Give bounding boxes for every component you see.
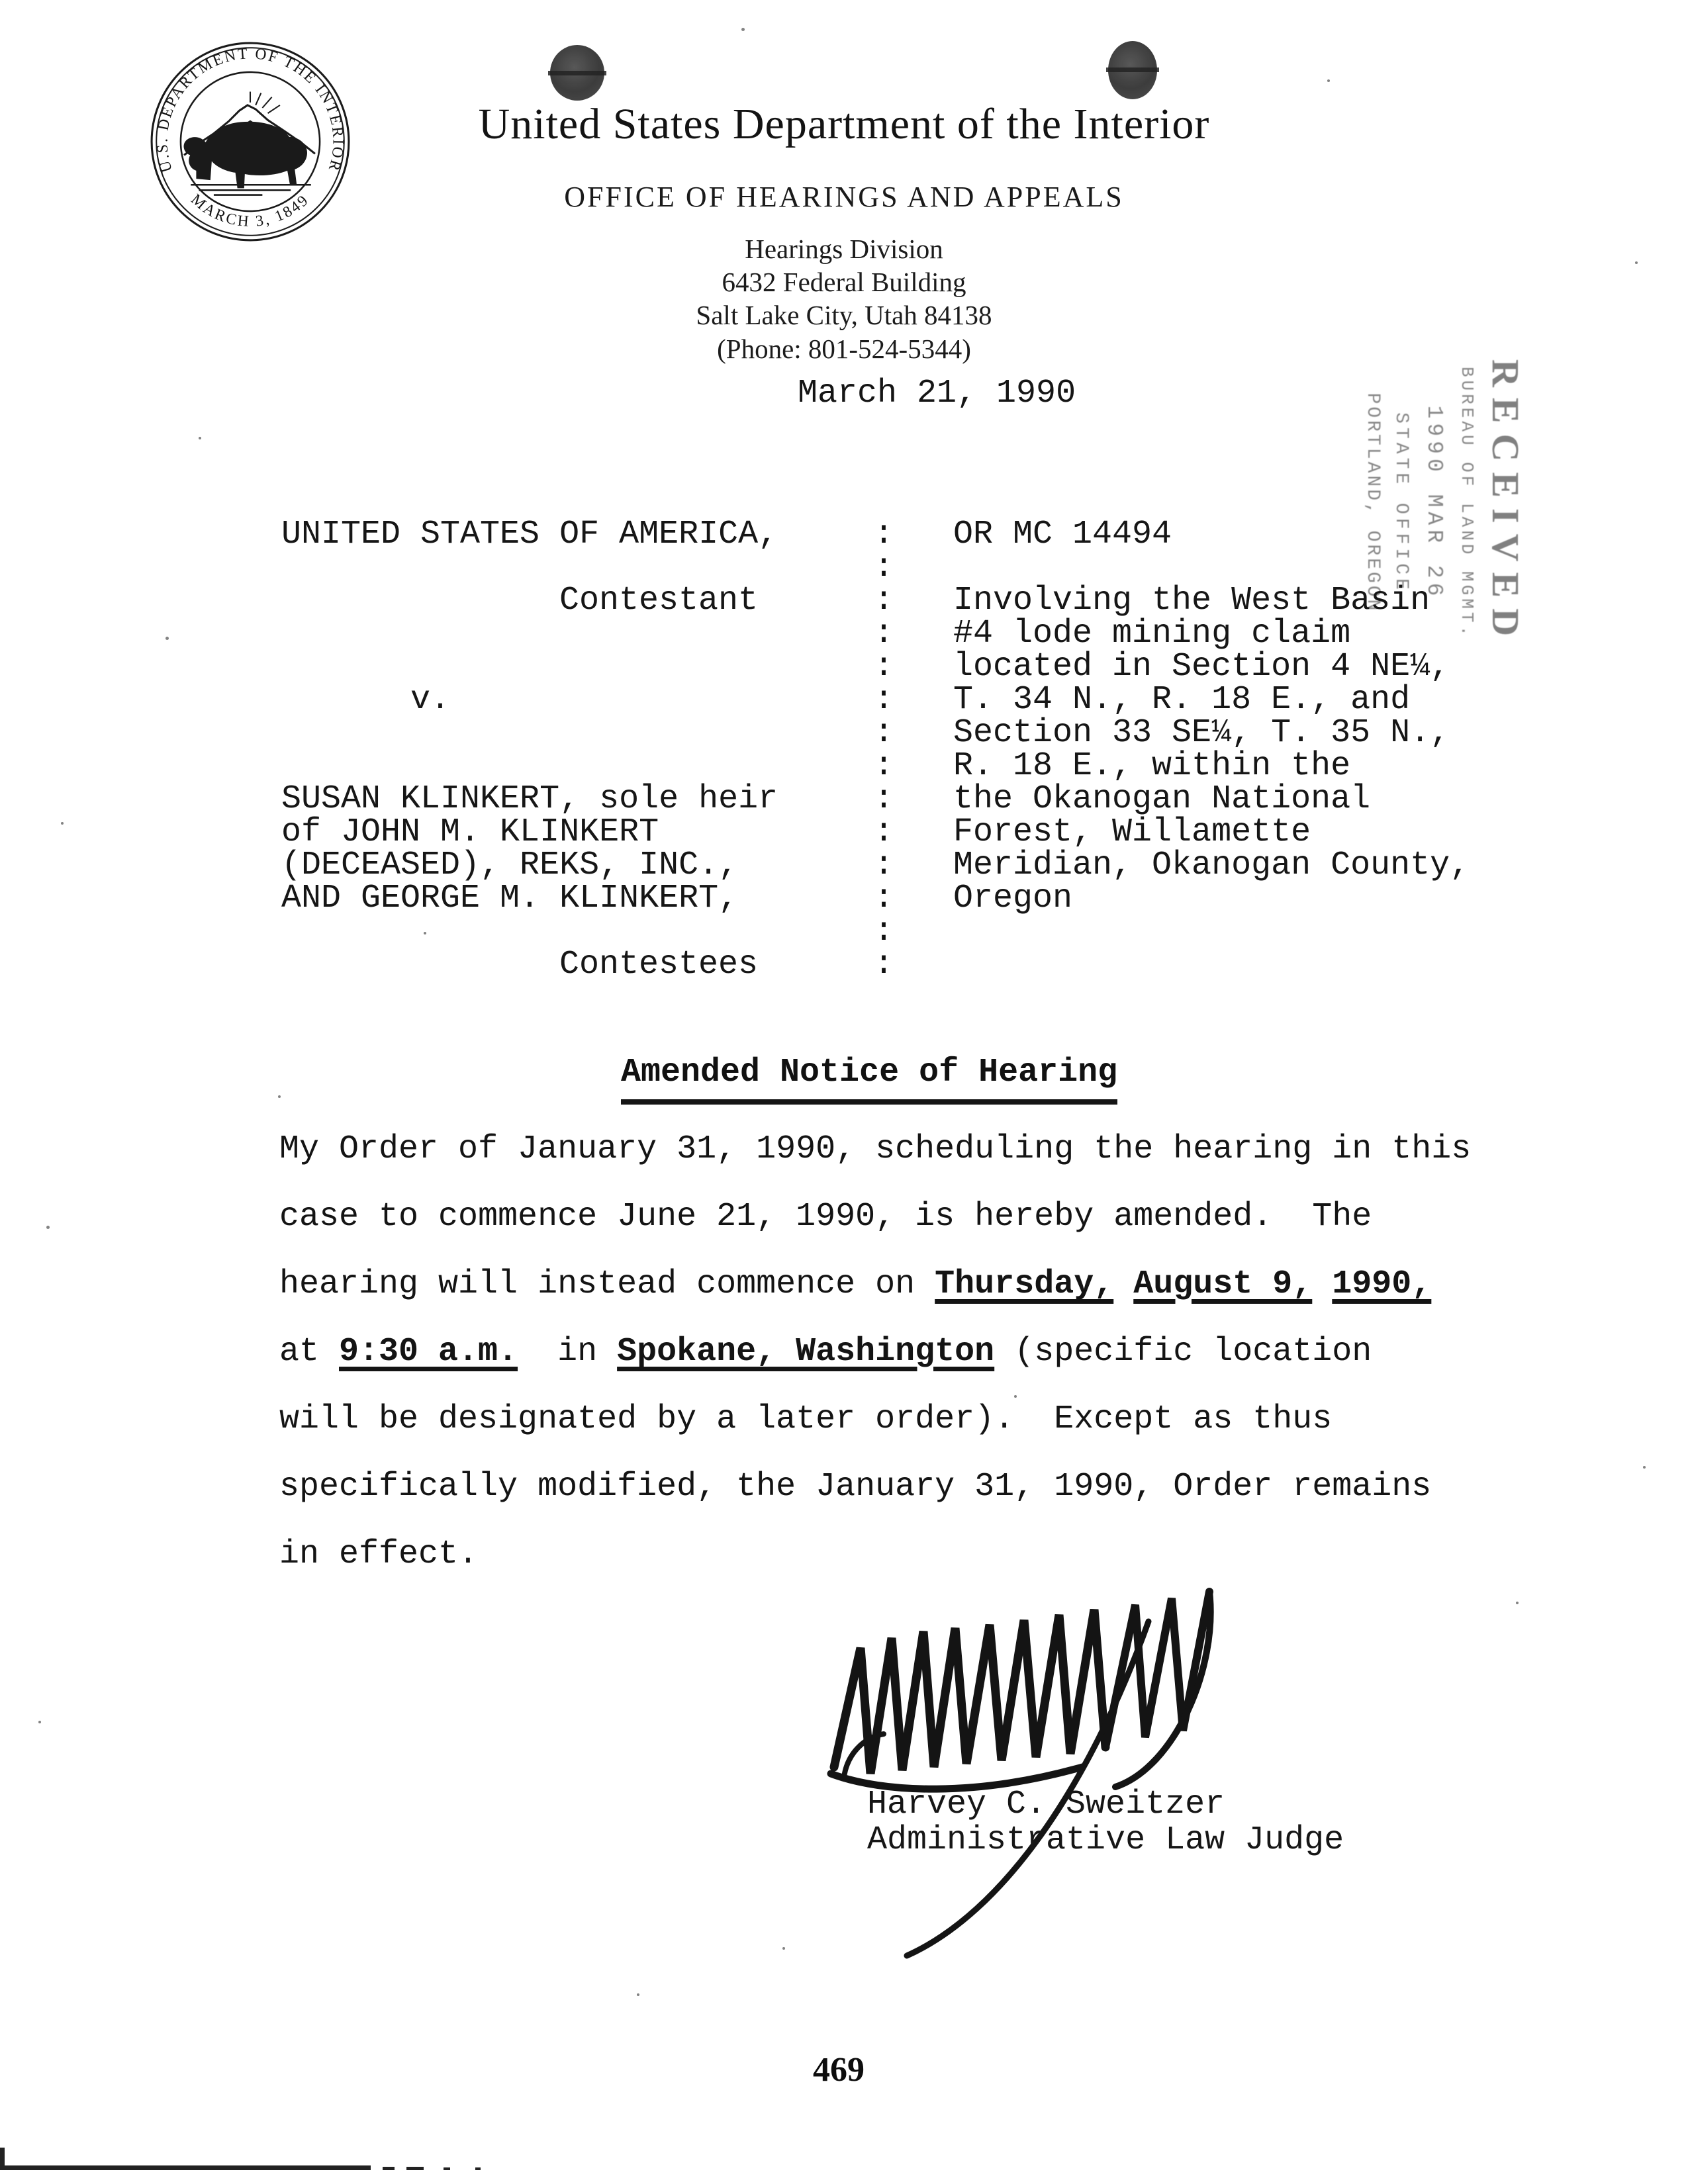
body-segment-emphasis: Spokane, Washington	[617, 1333, 995, 1371]
caption-row	[281, 948, 1470, 981]
caption-right-text: R. 18 E., within the	[953, 747, 1351, 785]
address-line: Salt Lake City, Utah 84138	[696, 300, 992, 330]
body-line	[279, 1130, 1471, 1198]
body-segment-emphasis: 9:30 a.m.	[339, 1333, 518, 1371]
address-line: 6432 Federal Building	[722, 267, 966, 297]
caption-right-text: Involving the West Basin	[953, 582, 1430, 619]
page-number: 469	[813, 2051, 865, 2089]
scan-speck	[1014, 1395, 1017, 1398]
stamp-line: STATE OFFICE	[1391, 412, 1411, 594]
scan-speck	[1516, 1602, 1519, 1604]
notice-title: Amended Notice of Hearing	[621, 1054, 1117, 1105]
caption-separator: :	[874, 615, 894, 653]
scan-artifact-line	[383, 2167, 395, 2170]
scan-speck	[424, 932, 426, 934]
stamp-line: PORTLAND, OREGON	[1362, 392, 1383, 614]
caption-left-text: SUSAN KLINKERT, sole heir	[281, 780, 778, 818]
caption-right-text: the Okanogan National	[953, 780, 1371, 818]
caption-right-text: Oregon	[953, 880, 1073, 917]
caption-separator: :	[874, 780, 894, 818]
scan-speck	[61, 822, 64, 825]
caption-separator: :	[874, 549, 894, 586]
scan-speck	[1327, 79, 1330, 82]
caption-left-text	[281, 617, 874, 651]
caption-left-text	[281, 551, 874, 584]
body-segment: in effect.	[279, 1535, 479, 1573]
caption-row	[281, 882, 1470, 915]
caption-right-text: T. 34 N., R. 18 E., and	[953, 681, 1411, 719]
stamp-line: 1990 MAR 26	[1422, 405, 1446, 601]
caption-right-text: Meridian, Okanogan County,	[953, 846, 1470, 884]
caption-row	[281, 747, 1470, 785]
scan-speck	[165, 637, 169, 640]
scan-speck	[46, 1226, 50, 1229]
scan-speck	[1643, 1466, 1646, 1469]
scan-artifact-line	[475, 2167, 481, 2170]
body-segment	[1113, 1265, 1133, 1303]
caption-separator: :	[874, 681, 894, 719]
scan-speck	[38, 1721, 41, 1723]
caption-row	[281, 648, 1470, 686]
body-segment	[1312, 1265, 1332, 1303]
address-line: Hearings Division	[745, 234, 943, 264]
caption-left-text: UNITED STATES OF AMERICA,	[281, 516, 778, 553]
caption-row	[281, 518, 1470, 551]
caption-row	[281, 915, 1470, 948]
caption-row	[281, 617, 1470, 651]
scan-speck	[278, 1095, 281, 1098]
caption-left-text	[281, 717, 874, 750]
body-line	[279, 1333, 1471, 1400]
caption-left-text	[281, 651, 874, 684]
body-segment: specifically modified, the January 31, 1990, Order remains	[279, 1468, 1432, 1506]
body-segment: My Order of January 31, 1990, scheduling the hearing in this	[279, 1130, 1472, 1168]
caption-left-text: AND GEORGE M. KLINKERT,	[281, 880, 739, 917]
caption-left-text: Contestees	[559, 946, 759, 983]
scan-speck	[782, 1947, 785, 1950]
caption-right-text	[953, 551, 1470, 584]
caption-right-text: #4 lode mining claim	[953, 615, 1351, 653]
caption-separator: :	[874, 582, 894, 619]
caption-separator: :	[874, 648, 894, 686]
scan-speck	[199, 437, 201, 439]
caption-right-text: OR MC 14494	[953, 516, 1172, 553]
body-segment-emphasis: August 9,	[1133, 1265, 1313, 1303]
caption-separator: :	[874, 880, 894, 917]
seal-ring-top-text: U.S. DEPARTMENT OF THE INTERIOR	[154, 45, 347, 175]
body-segment-emphasis: Thursday,	[935, 1265, 1114, 1303]
scan-artifact-line	[0, 2165, 371, 2170]
caption-left-text: (DECEASED), REKS, INC.,	[281, 846, 739, 884]
address-line: (Phone: 801-524-5344)	[717, 334, 971, 364]
caption-left-text: of JOHN M. KLINKERT	[281, 813, 659, 851]
signature-scribble	[804, 1569, 1327, 1966]
agency-title: United States Department of the Interior	[478, 100, 1210, 148]
signatory-title: Administrative Law Judge	[867, 1821, 1344, 1859]
scan-artifact-line	[406, 2167, 424, 2170]
body-segment: hearing will instead commence on	[279, 1265, 935, 1303]
caption-left-text	[281, 915, 874, 948]
caption-separator: :	[874, 913, 894, 950]
notice-body	[279, 1130, 1471, 1603]
caption-right-text: Section 33 SE¼, T. 35 N.,	[953, 714, 1450, 752]
hole-punch-mark	[550, 45, 604, 101]
caption-separator: :	[874, 946, 894, 983]
caption-separator: :	[874, 516, 894, 553]
hole-punch-mark	[1108, 41, 1157, 99]
caption-right-text	[953, 915, 1470, 948]
body-segment: in	[518, 1333, 618, 1371]
caption-left-text	[281, 750, 874, 783]
signatory-name: Harvey C. Sweitzer	[867, 1786, 1225, 1823]
body-segment: at	[279, 1333, 340, 1371]
body-line	[279, 1198, 1471, 1265]
scan-speck	[741, 28, 745, 31]
caption-row	[281, 714, 1470, 752]
body-line	[279, 1535, 1471, 1603]
caption-separator: :	[874, 714, 894, 752]
body-segment: case to commence June 21, 1990, is hereby amended. The	[279, 1198, 1372, 1236]
caption-row	[281, 584, 1470, 617]
body-segment: will be designated by a later order). Except as thus	[279, 1400, 1333, 1438]
caption-row	[281, 846, 1470, 884]
caption-left-text: Contestant	[559, 582, 759, 619]
caption-separator: :	[874, 813, 894, 851]
caption-row	[281, 813, 1470, 851]
caption-row	[281, 681, 1470, 719]
scan-speck	[637, 1993, 639, 1996]
caption-row	[281, 780, 1470, 818]
scan-artifact-line	[444, 2167, 450, 2170]
caption-separator: :	[874, 846, 894, 884]
body-line	[279, 1400, 1471, 1468]
caption-separator: :	[874, 747, 894, 785]
case-caption	[281, 518, 1470, 981]
body-segment-emphasis: 1990,	[1332, 1265, 1432, 1303]
caption-row	[281, 551, 1470, 584]
caption-right-text: Forest, Willamette	[953, 813, 1311, 851]
scan-speck	[1635, 261, 1638, 264]
body-line	[279, 1468, 1471, 1535]
body-line	[279, 1265, 1471, 1333]
office-name: OFFICE OF HEARINGS AND APPEALS	[564, 181, 1124, 213]
caption-right-text: located in Section 4 NE¼,	[953, 648, 1450, 686]
caption-right-text	[953, 948, 1470, 981]
caption-left-text: v.	[410, 681, 451, 719]
stamp-line: BUREAU OF LAND MGMT.	[1457, 366, 1477, 640]
body-segment: (specific location	[994, 1333, 1372, 1371]
document-date: March 21, 1990	[798, 375, 1076, 412]
seal-ring-bottom-text: MARCH 3, 1849	[187, 191, 313, 231]
stamp-line: RECEIVED	[1484, 359, 1527, 647]
